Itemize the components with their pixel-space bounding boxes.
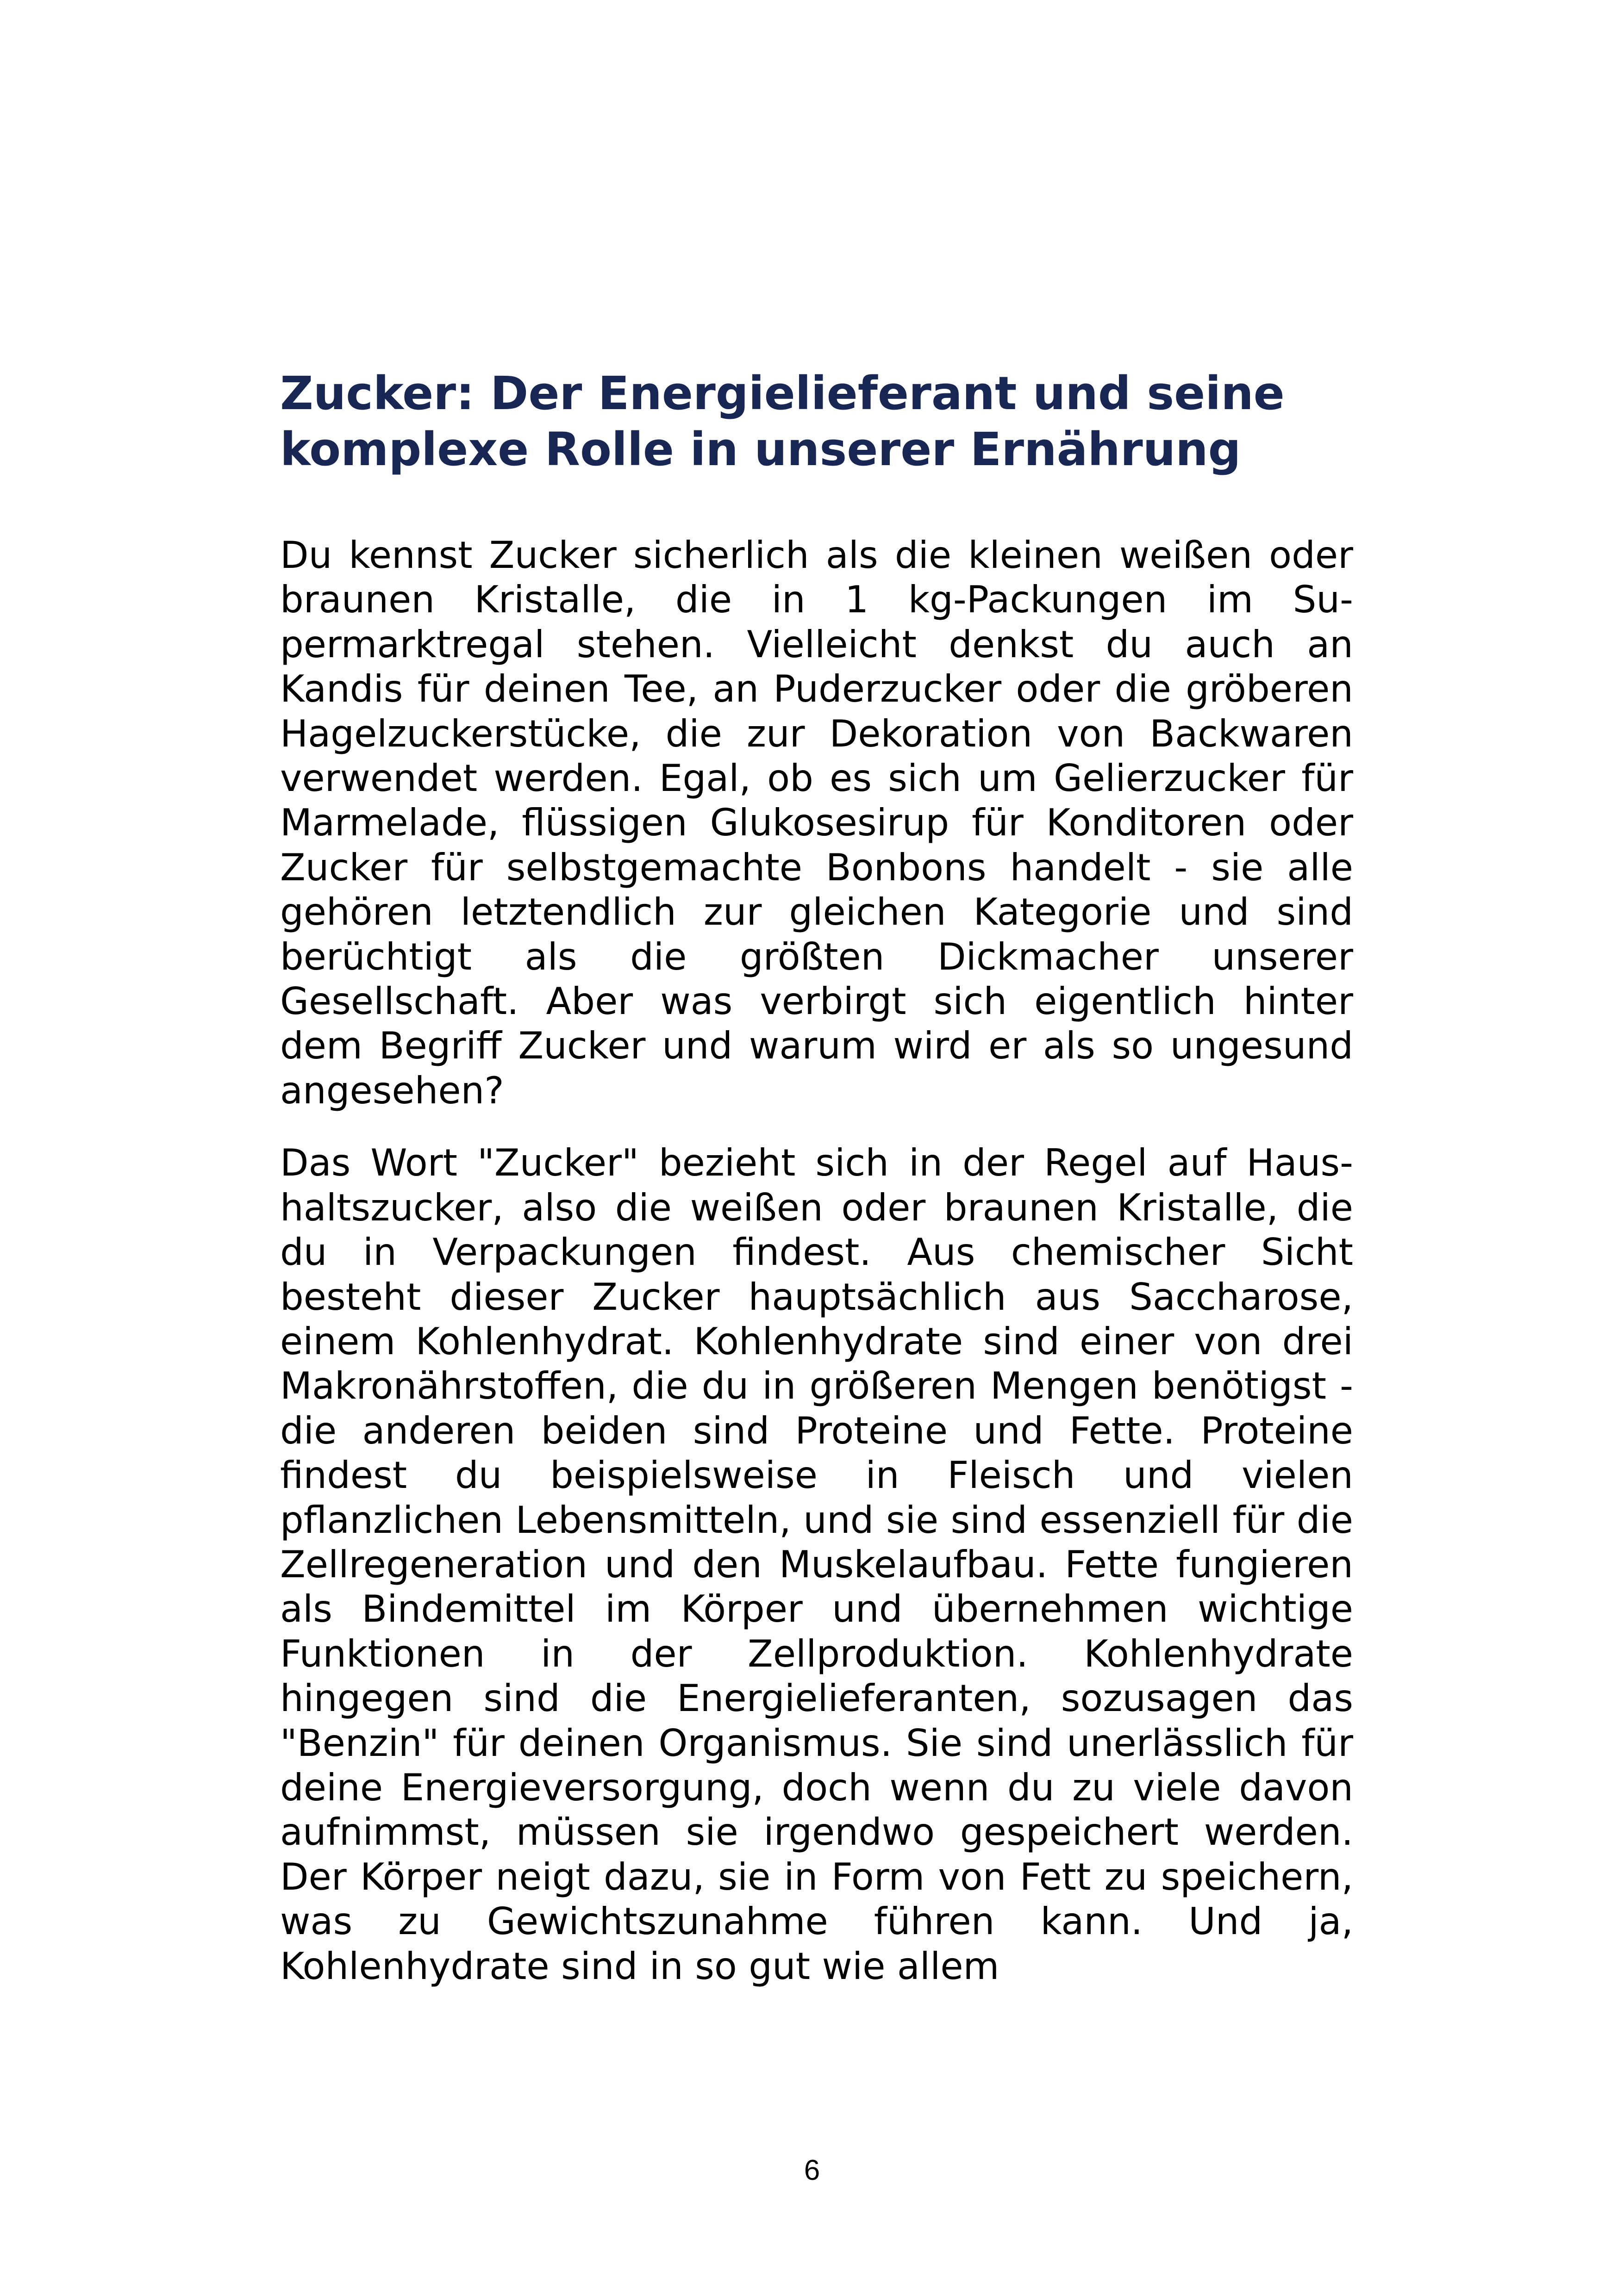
page-content [280, 366, 1353, 2016]
paragraph-1: Du kennst Zucker sicherlich als die kleinen weißen oder braunen Kristalle, die in 1 kg-Packungen im Supermarktregal stehen. Vielleicht denkst du auch an Kandis für deinen Tee, an Puderzucker oder die gröberen Hagelzuckerstücke, die zur Dekoration von Backwaren verwendet werden. Egal, ob es sich um Gelierzucker für Marmelade, flüssigen Glukosesirup für Konditoren oder Zucker für selbstgemachte Bonbons handelt - sie alle gehören letztendlich zur gleichen Kategorie und sind berüchtigt als die größten Dickmacher unserer Gesellschaft. Aber was verbirgt sich eigentlich hinter dem Begriff Zucker und warum wird er als so ungesund angesehen? [280, 534, 1353, 1112]
chapter-title: Zucker: Der Energielieferant und seine komplexe Rolle in unserer Ernährung [280, 367, 1285, 476]
body-text [280, 533, 1353, 1989]
page-number: 6 [804, 2154, 820, 2186]
paragraph-2: Das Wort "Zucker" bezieht sich in der Regel auf Haushaltszucker, also die weißen oder braunen Kristalle, die du in Verpackungen findest. Aus chemischer Sicht besteht dieser Zucker hauptsächlich aus Saccharose, einem Kohlenhydrat. Kohlenhydrate sind einer von drei Makronährstoffen, die du in größeren Mengen benötigst - die anderen beiden sind Proteine und Fette. Proteine findest du beispielsweise in Fleisch und vielen pflanzlichen Lebensmitteln, und sie sind essenziell für die Zellregeneration und den Muskelaufbau. Fette fungieren als Bindemittel im Körper und übernehmen wichtige Funktionen in der Zellproduktion. Kohlenhydrate hingegen sind die Energielieferanten, sozusagen das "Benzin" für deinen Organismus. Sie sind unerlässlich für deine Energieversorgung, doch wenn du zu viele davon aufnimmst, müssen sie irgendwo gespeichert werden. Der Körper neigt dazu, sie in Form von Fett zu speichern, was zu Gewichtszunahme führen kann. Und ja, Kohlenhydrate sind in so gut wie allem [280, 1141, 1353, 1988]
